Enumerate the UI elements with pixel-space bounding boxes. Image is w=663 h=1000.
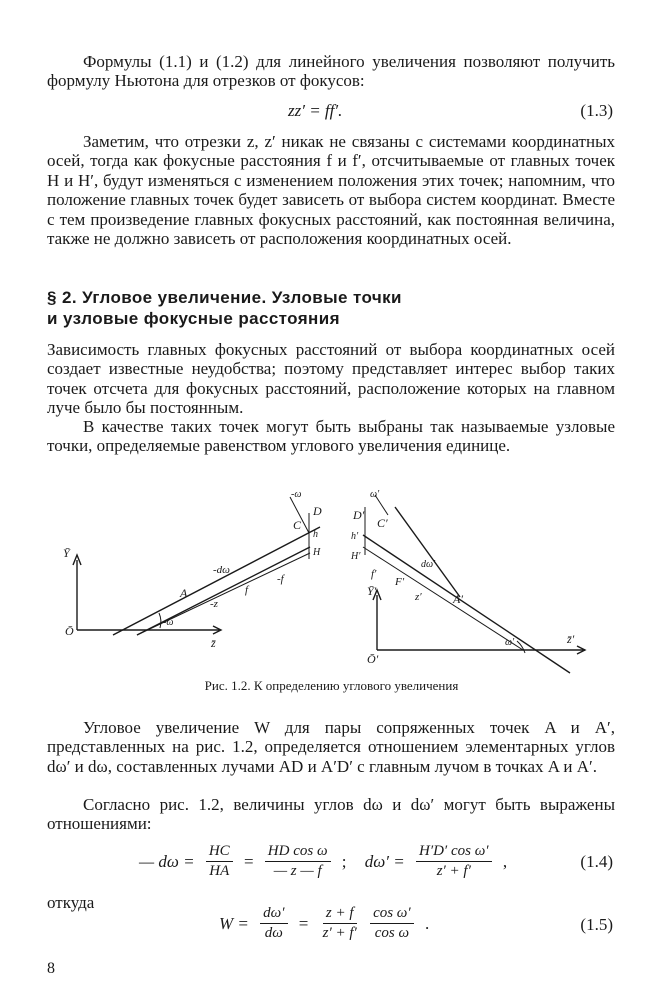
section-heading-line2: и узловые фокусные расстояния	[47, 309, 340, 328]
eq15-f1-num: dω′	[260, 905, 287, 924]
eq15-fraction-3	[370, 905, 414, 942]
right-label-c: C′	[377, 516, 388, 530]
left-label-h: H	[313, 547, 321, 558]
right-label-f-lower: F′	[395, 576, 405, 588]
left-label-minus-z: -z	[210, 598, 218, 610]
eq14-separator: ;	[341, 851, 347, 871]
left-label-h-small: h	[313, 529, 318, 540]
eq14-fraction-3	[416, 843, 492, 880]
eq14-lhs: — dω =	[139, 851, 195, 871]
right-label-h-small: h′	[351, 531, 359, 542]
eq14-f3-den: z′ + f′	[436, 863, 471, 879]
eq14-f1-den: HA	[209, 863, 230, 879]
left-label-o: Ō	[65, 624, 74, 638]
equation-1-5-number: (1.5)	[580, 915, 613, 934]
left-principal-ray	[113, 527, 320, 635]
equation-1-4	[135, 843, 511, 880]
eq14-equals: =	[243, 851, 254, 871]
right-ray-ac	[395, 507, 460, 597]
eq15-f2-den: z′ + f′	[322, 925, 357, 941]
right-label-z: z̄′	[567, 632, 575, 646]
word-otkuda: откуда	[47, 893, 95, 912]
left-label-minus-omega-top: -ω	[291, 489, 302, 500]
eq14-f2-num: HD cos ω	[265, 843, 331, 862]
equation-1-5	[215, 905, 433, 942]
eq15-f3-den: cos ω	[374, 925, 410, 941]
right-label-d: D′	[353, 508, 365, 522]
eq14-fraction-2	[265, 843, 331, 880]
right-label-omega-top: ω′	[370, 489, 380, 500]
equation-1-3-body: zz′ = ff′.	[288, 101, 343, 120]
eq14-f2-den: — z — f	[273, 863, 322, 879]
equation-1-4-number: (1.4)	[580, 852, 613, 871]
right-label-y: Ȳ′	[367, 584, 377, 598]
left-label-y: Ȳ	[63, 546, 70, 560]
eq14-rhs-lhs: dω′ =	[364, 851, 405, 871]
figure-caption: Рис. 1.2. К определению углового увеличения	[204, 678, 459, 693]
eq14-comma: ,	[502, 851, 508, 871]
eq14-fraction-1	[206, 843, 233, 880]
equation-1-3-number: (1.3)	[580, 101, 613, 120]
right-label-omega-base: ω′	[505, 637, 515, 648]
eq15-equals: =	[298, 913, 309, 933]
eq15-f3-num: cos ω′	[370, 905, 414, 924]
left-base-angle-arc	[159, 613, 161, 628]
paragraph-according: Согласно рис. 1.2, величины углов dω и dω′ могут быть выражены отношениями:	[47, 795, 615, 834]
section-heading-line1: § 2. Угловое увеличение. Узловые точки	[47, 288, 402, 307]
eq15-fraction-1	[260, 905, 287, 942]
paragraph-note: Заметим, что отрезки z, z′ никак не связаны с системами координатных осей, тогда как фокусные расстояния f и f′, отсчитываемые от главных точек H и H′, будут изменяться с изменением положения этих точек; напомним, что положение главных точек будет зависеть от выбора систем координат. Вместе с тем произведение главных фокусных расстояний, как постоянная величина, также не должно зависеть от расположения координатных осей.	[47, 132, 615, 249]
figure-1-2	[55, 485, 595, 675]
right-ray-ad	[363, 547, 523, 650]
right-label-f: f′	[371, 568, 377, 580]
right-label-domega: dω′	[421, 559, 436, 570]
right-principal-ray	[363, 535, 570, 673]
right-label-h: H′	[351, 551, 361, 562]
page-number: 8	[47, 960, 55, 977]
right-label-z: z′	[415, 591, 422, 603]
paragraph-dependence: Зависимость главных фокусных расстояний от выбора координатных осей создает известные неудобства; поэтому представляет интерес выбор таких точек отсчета для фокусных расстояний, расположение которых на главном луче было бы постоянным.	[47, 340, 615, 418]
left-label-c: C	[293, 518, 302, 532]
right-label-a: A′	[453, 592, 463, 606]
eq15-f2-num: z + f	[323, 905, 357, 924]
right-label-o: Ō′	[367, 652, 379, 666]
eq15-fraction-2	[320, 905, 360, 942]
left-label-d: D	[313, 504, 322, 518]
paragraph-nodal-points: В качестве таких точек могут быть выбраны так называемые узловые точки, определяемые равенством углового увеличения единице.	[47, 417, 615, 456]
equation-1-3	[288, 101, 342, 121]
paragraph-angular-magnification: Угловое увеличение W для пары сопряженных точек A и A′, представленных на рис. 1.2, определяется отношением элементарных углов dω′ и dω, составленных лучами AD и A′D′ с главным лучом в точках A и A′.	[47, 718, 615, 776]
left-label-a: A	[180, 586, 188, 600]
eq14-f3-num: H′D′ cos ω′	[416, 843, 492, 862]
left-label-minus-f: -f	[277, 573, 284, 585]
eq14-f1-num: HC	[206, 843, 233, 862]
eq15-lhs: W =	[219, 913, 249, 933]
left-label-minus-omega-base: -ω	[163, 617, 174, 628]
paragraph-intro: Формулы (1.1) и (1.2) для линейного увеличения позволяют получить формулу Ньютона для отрезков от фокусов:	[47, 52, 615, 91]
left-label-minus-domega: -dω	[213, 564, 230, 576]
left-label-z: z̄	[211, 636, 216, 650]
left-label-f: f	[245, 584, 249, 596]
eq15-dot: .	[424, 913, 430, 933]
eq15-f1-den: dω	[264, 925, 283, 941]
section-heading	[47, 287, 607, 329]
